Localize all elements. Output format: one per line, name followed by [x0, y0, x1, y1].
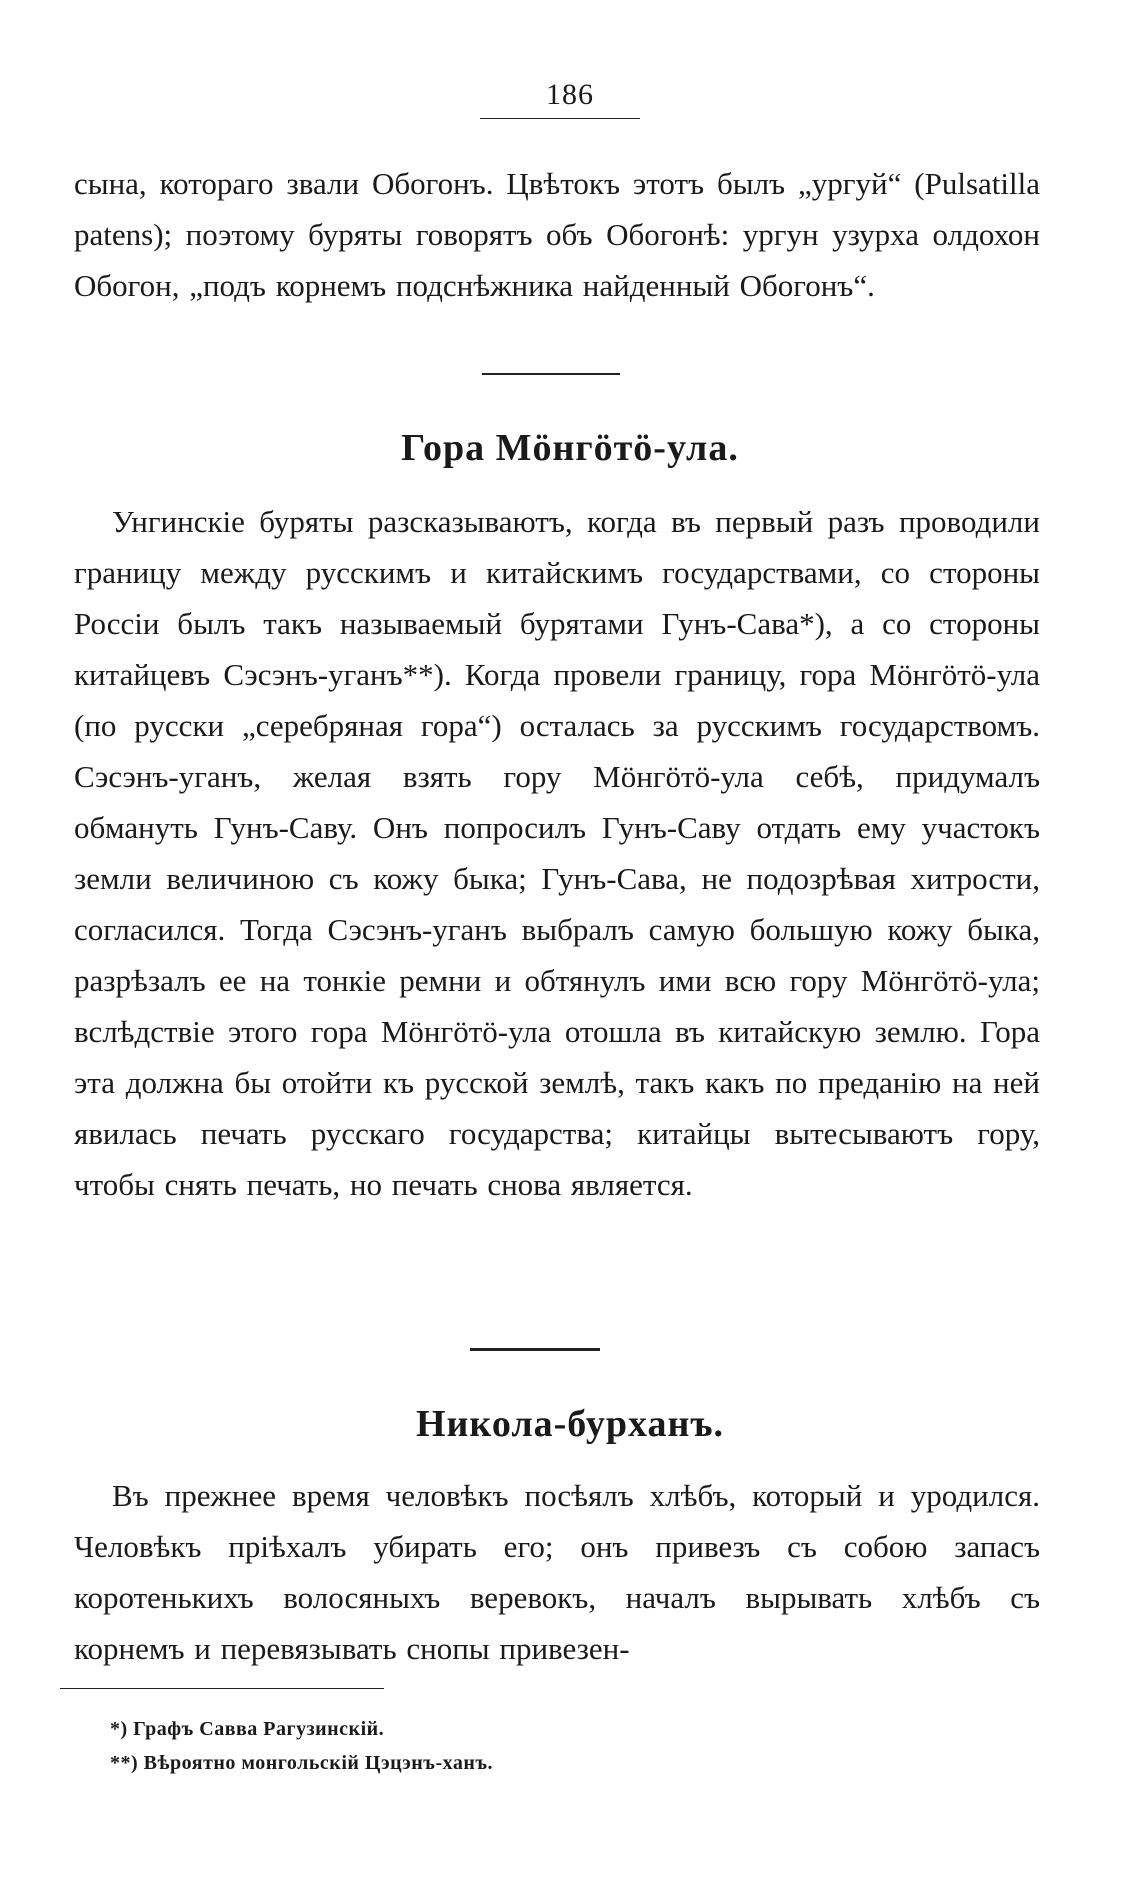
footnote-2: **) Вѣроятно монгольскій Цэцэнъ-ханъ.: [110, 1752, 494, 1774]
page-number: 186: [546, 78, 594, 111]
footnotes: [110, 1712, 1010, 1780]
story-nikola-burkhan: [74, 1470, 1040, 1674]
story-paragraph: Въ прежнее время человѣкъ посѣялъ хлѣбъ, который и уродился. Человѣкъ пріѣхалъ убирать его; онъ привезъ съ собою запасъ коротенькихъ волосяныхъ веревокъ, началъ вырывать хлѣбъ съ корнемъ и перевязывать снопы привезен-: [74, 1478, 1040, 1666]
section-title-mongoto-ula: Гора Мöнгöтö-ула.: [401, 427, 739, 469]
intro-paragraph-block: [74, 158, 1040, 311]
footnote-rule: [60, 1688, 384, 1689]
footnote-1: *) Графъ Савва Рагузинскій.: [110, 1718, 385, 1740]
section-title-nikola-burkhan: Никола-бурханъ.: [415, 1403, 725, 1445]
story-mongoto-ula: [74, 496, 1040, 1210]
page-number-rule: [480, 118, 640, 119]
intro-paragraph: сына, котораго звали Обогонъ. Цвѣтокъ этотъ былъ „ургуй“ (Pulsatilla patens); поэтому буряты говорятъ объ Обогонѣ: ургун узурха олдохон Обогон, „подъ корнемъ подснѣжника найденный Обогонъ“.: [74, 166, 1040, 303]
section-separator: [470, 1348, 600, 1351]
story-paragraph: Унгинскіе буряты разсказываютъ, когда въ первый разъ проводили границу между русскимъ и китайскимъ государствами, со стороны Россіи былъ такъ называемый бурятами Гунъ-Сава*), а со стороны китайцевъ Сэсэнъ-уганъ**). Когда провели границу, гора Мöнгöтö-ула (по русски „серебряная гора“) осталась за русскимъ государствомъ. Сэсэнъ-уганъ, желая взять гору Мöнгöтö-ула себѣ, придумалъ обмануть Гунъ-Саву. Онъ попросилъ Гунъ-Саву отдать ему участокъ земли величиною съ кожу быка; Гунъ-Сава, не подозрѣвая хитрости, согласился. Тогда Сэсэнъ-уганъ выбралъ самую большую кожу быка, разрѣзалъ ее на тонкіе ремни и обтянулъ ими всю гору Мöнгöтö-ула; вслѣдствіе этого гора Мöнгöтö-ула отошла въ китайскую землю. Гора эта должна бы отойти къ русской землѣ, такъ какъ по преданію на ней явилась печать русскаго государства; китайцы вытесываютъ гору, чтобы снять печать, но печать снова является.: [74, 504, 1040, 1202]
section-separator: [482, 373, 620, 375]
